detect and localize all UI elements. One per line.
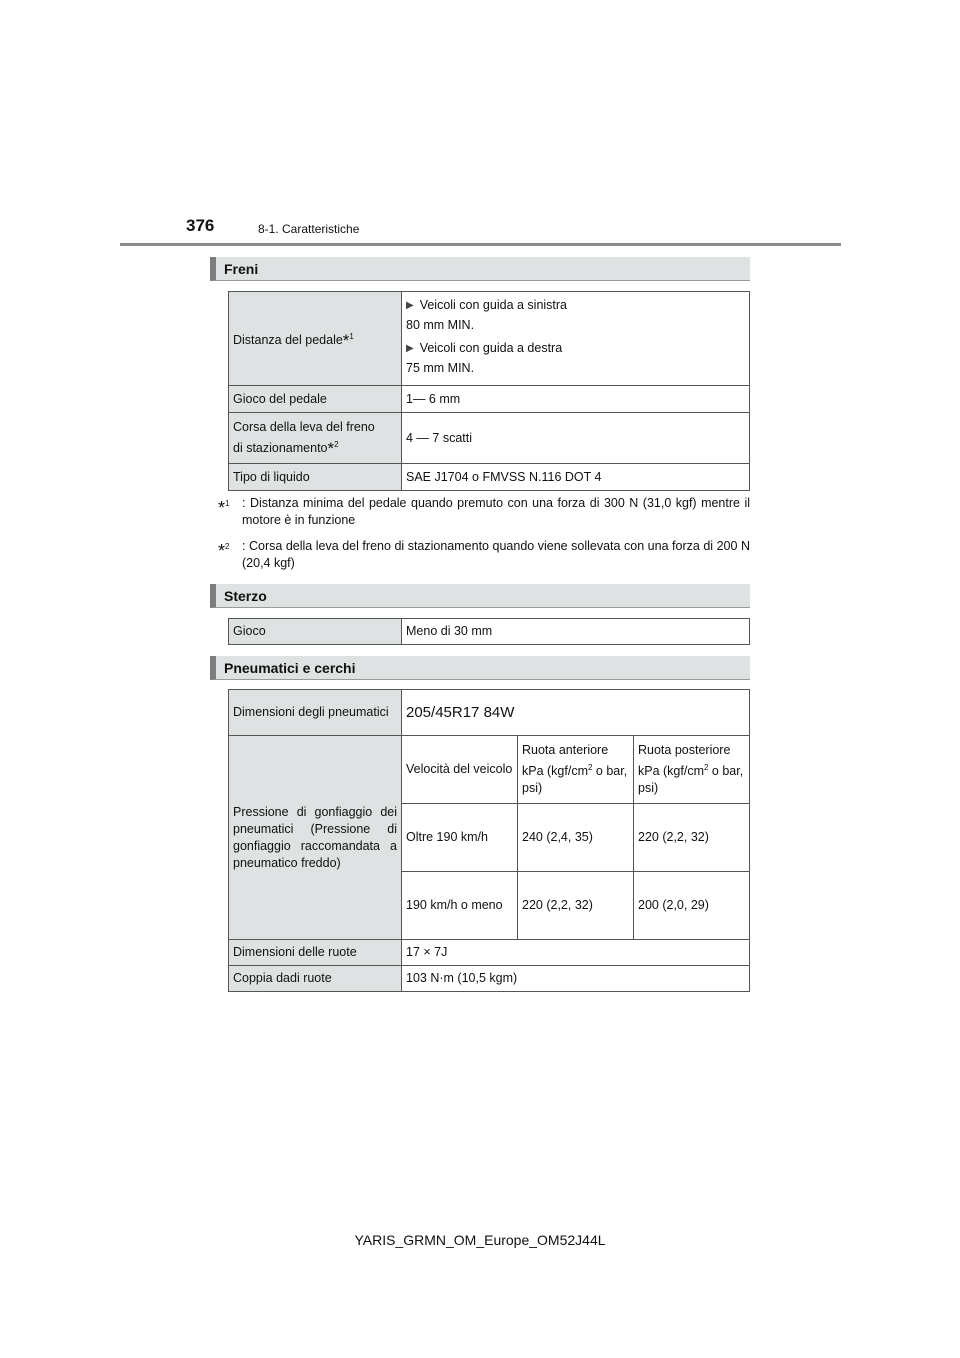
table-cell-rear: 200 (2,0, 29) <box>634 872 750 940</box>
label-text: Corsa della leva del freno <box>233 419 375 434</box>
list-item <box>406 340 745 357</box>
table-cell-label: Gioco <box>229 619 402 645</box>
table-row <box>229 619 750 645</box>
table-cell-label <box>229 413 402 464</box>
table-cell-value: 17 × 7J <box>402 940 750 966</box>
table-cell-value: 4 — 7 scatti <box>402 413 750 464</box>
tires-table <box>228 689 750 992</box>
header-text: Ruota posteriore kPa (kgf/cm <box>638 742 731 779</box>
label-text: Pressione di gonfiaggio dei pneumatici (Pressione di gonfiaggio raccomandata a pneumatico freddo) <box>233 804 397 870</box>
bullet-text: Veicoli con guida a destra <box>419 341 563 355</box>
section-heading-pneumatici <box>210 656 750 680</box>
table-cell-label: Dimensioni delle ruote <box>229 940 402 966</box>
brakes-table <box>228 291 750 491</box>
triangle-bullet-icon: ▶ <box>406 300 414 311</box>
table-cell-label <box>229 292 402 386</box>
note-asterisk: * <box>218 497 226 518</box>
note-asterisk: * <box>218 540 226 561</box>
table-row <box>229 292 750 386</box>
note-number: 1 <box>349 331 354 341</box>
table-cell-value: 205/45R17 84W <box>402 690 750 736</box>
triangle-bullet-icon: ▶ <box>406 343 414 354</box>
header-text: Ruota anteriore kPa (kgf/cm <box>522 742 609 779</box>
note-asterisk: * <box>342 330 350 350</box>
steering-table <box>228 618 750 645</box>
column-header-rear <box>634 736 750 804</box>
document-id: YARIS_GRMN_OM_Europe_OM52J44L <box>354 1232 606 1248</box>
table-cell-front: 240 (2,4, 35) <box>518 804 634 872</box>
table-cell-speed: 190 km/h o meno <box>402 872 518 940</box>
label-text: Dimensioni degli pneumatici <box>233 705 389 719</box>
header-text: o bar, psi) <box>638 764 744 796</box>
footnote-text: : Distanza minima del pedale quando premuto con una forza di 300 N (31,0 kgf) mentre il motore è in funzione <box>242 496 750 527</box>
table-cell-label <box>229 736 402 940</box>
table-cell-label <box>229 690 402 736</box>
table-cell-value: Meno di 30 mm <box>402 619 750 645</box>
table-row <box>229 690 750 736</box>
note-number: 2 <box>225 542 230 551</box>
footnote <box>218 538 750 572</box>
footnote <box>218 495 750 529</box>
unit-exponent: 2 <box>704 762 709 772</box>
section-reference: 8-1. Caratteristiche <box>258 222 360 236</box>
section-title: Sterzo <box>224 588 267 604</box>
table-cell-speed: Oltre 190 km/h <box>402 804 518 872</box>
note-asterisk: * <box>327 438 335 458</box>
table-row <box>229 736 750 804</box>
table-cell-label: Tipo di liquido <box>229 464 402 491</box>
unit-exponent: 2 <box>588 762 593 772</box>
value-text: 75 mm MIN. <box>406 361 475 375</box>
label-text: Distanza del pedale <box>233 333 343 348</box>
table-row <box>229 940 750 966</box>
section-title: Freni <box>224 261 259 277</box>
table-cell-label: Coppia dadi ruote <box>229 966 402 992</box>
section-title: Pneumatici e cerchi <box>224 660 356 676</box>
table-cell-value <box>402 292 750 386</box>
column-header-front <box>518 736 634 804</box>
table-cell-front: 220 (2,2, 32) <box>518 872 634 940</box>
page-number: 376 <box>186 216 215 235</box>
value-text: 80 mm MIN. <box>406 318 475 332</box>
section-heading-sterzo <box>210 584 750 608</box>
list-item <box>406 297 745 314</box>
section-heading-freni <box>210 257 750 281</box>
bullet-text: Veicoli con guida a sinistra <box>419 298 568 312</box>
note-number: 2 <box>334 439 339 449</box>
table-row <box>229 413 750 464</box>
note-number: 1 <box>225 499 230 508</box>
header-text: o bar, psi) <box>522 764 628 796</box>
table-cell-value: 1— 6 mm <box>402 386 750 413</box>
table-cell-value: 103 N·m (10,5 kgm) <box>402 966 750 992</box>
column-header-speed: Velocità del veicolo <box>402 736 518 804</box>
table-cell-value: SAE J1704 o FMVSS N.116 DOT 4 <box>402 464 750 491</box>
label-text: di stazionamento <box>233 441 328 456</box>
footnote-text: : Corsa della leva del freno di stazionamento quando viene sollevata con una forza di 200 N (20,4 kgf) <box>242 539 750 570</box>
table-row <box>229 386 750 413</box>
table-cell-label: Gioco del pedale <box>229 386 402 413</box>
table-row <box>229 464 750 491</box>
table-row <box>229 966 750 992</box>
header-rule <box>120 243 841 246</box>
table-cell-rear: 220 (2,2, 32) <box>634 804 750 872</box>
